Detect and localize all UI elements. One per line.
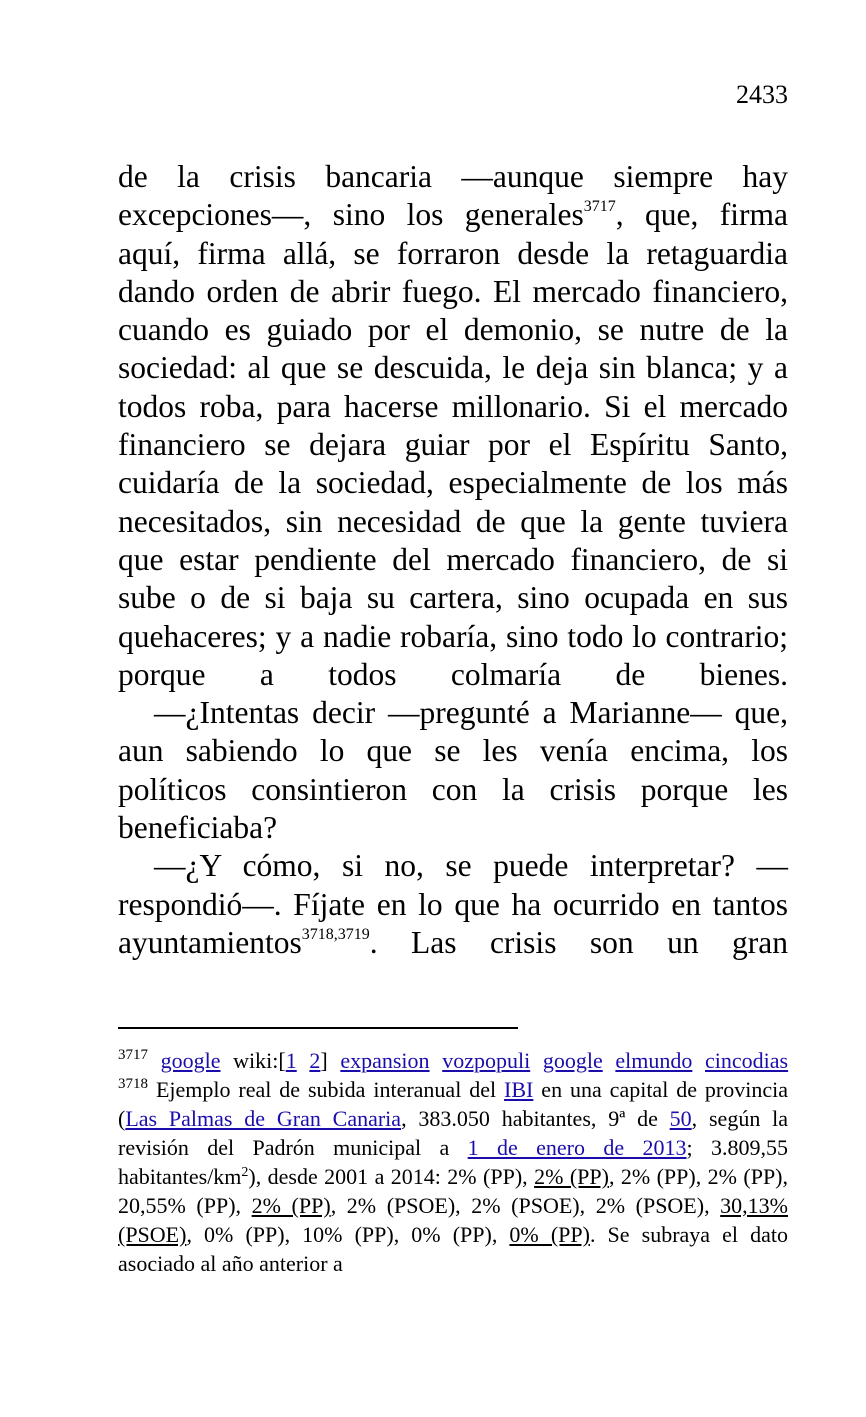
paragraph-2: —¿Intentas decir —pregunté a Marianne— que, aun sabiendo lo que se les venía encima, los políticos consintieron con la crisis porque les beneficiaba? xyxy=(118,695,788,846)
fn-text: , 2% (PP), 2% (PP), 20,55% (PP), xyxy=(118,1164,789,1218)
fn-text: , 2% (PSOE), 2% (PSOE), 2% (PSOE), xyxy=(330,1193,721,1218)
fn-text: , 0% (PP), 10% (PP), 0% (PP), xyxy=(186,1222,510,1247)
link-google-2[interactable]: google xyxy=(542,1048,603,1073)
fn-text: ; 3.809,55 habitantes/km xyxy=(118,1135,788,1189)
footnote-ref-3717[interactable]: 3717 xyxy=(583,198,616,216)
fn-text: . Se subraya el dato asociado al año anterior a xyxy=(118,1222,788,1276)
footnote-3718 xyxy=(118,1075,788,1278)
paragraph-1-rest: aquí, firma allá, se forraron desde la retaguardia dando orden de abrir fuego. El mercado financiero, cuando es guiado por el demonio, se nutre de la sociedad: al que se descuida, le deja sin blanca; y a todos roba, para hacerse millonario. Si el mercado financiero se dejara guiar por el Espíritu Santo, cuidaría de la sociedad, especialmente de los más necesitados, sin necesidad de que la gente tuviera que estar pendiente del mercado financiero, de si sube o de si baja su cartera, sino ocupada en sus quehaceres; y a nadie robaría, sino todo lo contrario; porque a todos colmaría de bienes. xyxy=(118,235,788,692)
paragraph-3-text-b: . Las crisis son un gran xyxy=(369,924,788,960)
link-ibi[interactable]: IBI xyxy=(504,1077,534,1102)
paragraph-1-line-1: de la crisis bancaria —aunque siempre hay xyxy=(118,159,788,194)
paragraph-3-text-a: —¿Y cómo, si no, se puede interpretar? —respondió—. Fíjate en lo que ha ocurrido en tantos ayuntamientos xyxy=(118,848,788,960)
underlined-value: 2% (PP) xyxy=(251,1193,331,1218)
link-las-palmas[interactable]: Las Palmas de Gran Canaria xyxy=(125,1106,402,1131)
footnote-divider xyxy=(118,1027,518,1029)
link-elmundo[interactable]: elmundo xyxy=(615,1048,693,1073)
fn-text: en una capital de provincia ( xyxy=(118,1077,789,1131)
fn-text: , según la revisión del Padrón municipal a xyxy=(118,1106,789,1160)
fn-text: ), desde 2001 a 2014: 2% (PP), xyxy=(248,1164,535,1189)
link-vozpopuli[interactable]: vozpopuli xyxy=(442,1048,531,1073)
main-text xyxy=(118,158,788,962)
link-50[interactable]: 50 xyxy=(669,1106,692,1131)
paragraph-1-line-2a: excepciones—, sino los generales xyxy=(118,197,584,233)
link-wiki-1[interactable]: 1 xyxy=(285,1048,297,1073)
superscript-2: 2 xyxy=(241,1165,249,1180)
link-cincodias[interactable]: cincodias xyxy=(705,1048,789,1073)
link-wiki-2[interactable]: 2 xyxy=(309,1048,321,1073)
paragraph-3 xyxy=(118,847,788,962)
fn-text: Ejemplo real de subida interanual del xyxy=(155,1077,505,1102)
underlined-value: 2% (PP) xyxy=(534,1164,609,1189)
underlined-value: 30,13% (PSOE) xyxy=(118,1193,788,1247)
page-number: 2433 xyxy=(736,80,788,109)
underlined-value: 0% (PP) xyxy=(509,1222,590,1247)
link-date[interactable]: 1 de enero de 2013 xyxy=(467,1135,687,1160)
fn-text: , 383.050 habitantes, 9ª de xyxy=(401,1106,670,1131)
link-expansion[interactable]: expansion xyxy=(340,1048,430,1073)
paragraph-1 xyxy=(118,158,788,694)
wiki-label: wiki:[1 2] xyxy=(233,1048,328,1073)
footnotes xyxy=(118,1046,788,1278)
paragraph-1-line-2b: , que, firma xyxy=(615,197,788,233)
footnote-ref-3718-3719[interactable]: 3718,3719 xyxy=(301,925,370,943)
footnote-number: 3718 xyxy=(118,1076,148,1092)
link-google[interactable]: google xyxy=(160,1048,221,1073)
footnote-number: 3717 xyxy=(118,1047,148,1063)
